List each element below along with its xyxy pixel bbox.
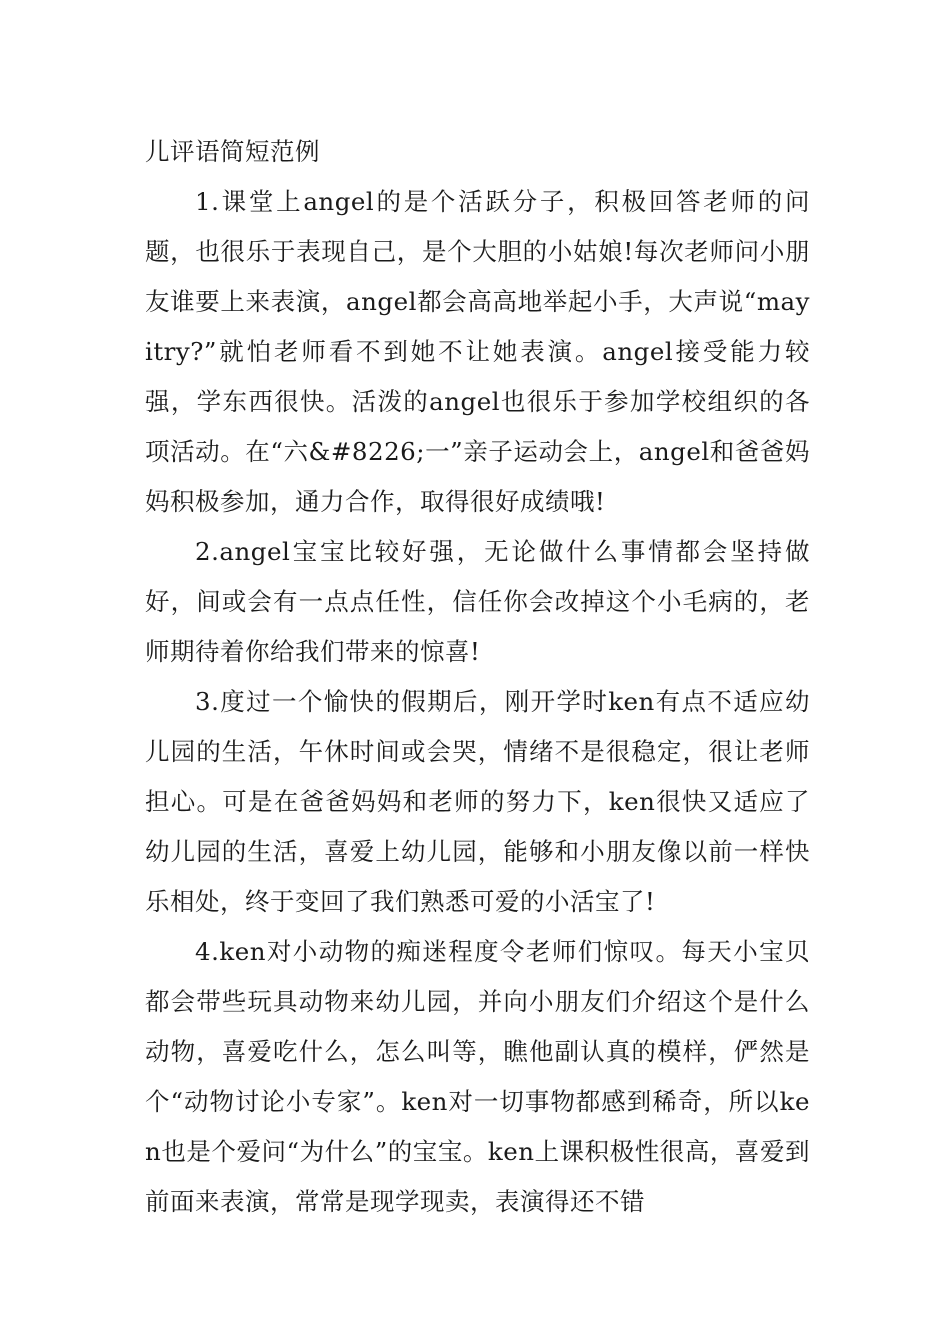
paragraph-2: 2.angel宝宝比较好强，无论做什么事情都会坚持做好，间或会有一点点任性，信任你会改掉这个小毛病的，老师期待着你给我们带来的惊喜! bbox=[145, 537, 810, 666]
document-body bbox=[145, 127, 810, 1227]
paragraph-3: 3.度过一个愉快的假期后，刚开学时ken有点不适应幼儿园的生活，午休时间或会哭，情绪不是很稳定，很让老师担心。可是在爸爸妈妈和老师的努力下，ken很快又适应了幼儿园的生活，喜爱上幼儿园，能够和小朋友像以前一样快乐相处，终于变回了我们熟悉可爱的小活宝了! bbox=[145, 687, 810, 916]
paragraph-1: 1.课堂上angel的是个活跃分子，积极回答老师的问题，也很乐于表现自己，是个大胆的小姑娘!每次老师问小朋友谁要上来表演，angel都会高高地举起小手，大声说“mayitry?”就怕老师看不到她不让她表演。angel接受能力较强，学东西很快。活泼的angel也很乐于参加学校组织的各项活动。在“六&#8226;一”亲子运动会上，angel和爸爸妈妈积极参加，通力合作，取得很好成绩哦! bbox=[145, 187, 810, 516]
document-title: 儿评语简短范例 bbox=[145, 137, 320, 166]
paragraph-4: 4.ken对小动物的痴迷程度令老师们惊叹。每天小宝贝都会带些玩具动物来幼儿园，并向小朋友们介绍这个是什么动物，喜爱吃什么，怎么叫等，瞧他副认真的模样，俨然是个“动物讨论小专家”。ken对一切事物都感到稀奇，所以ken也是个爱问“为什么”的宝宝。ken上课积极性很高，喜爱到前面来表演，常常是现学现卖，表演得还不错 bbox=[145, 937, 810, 1216]
